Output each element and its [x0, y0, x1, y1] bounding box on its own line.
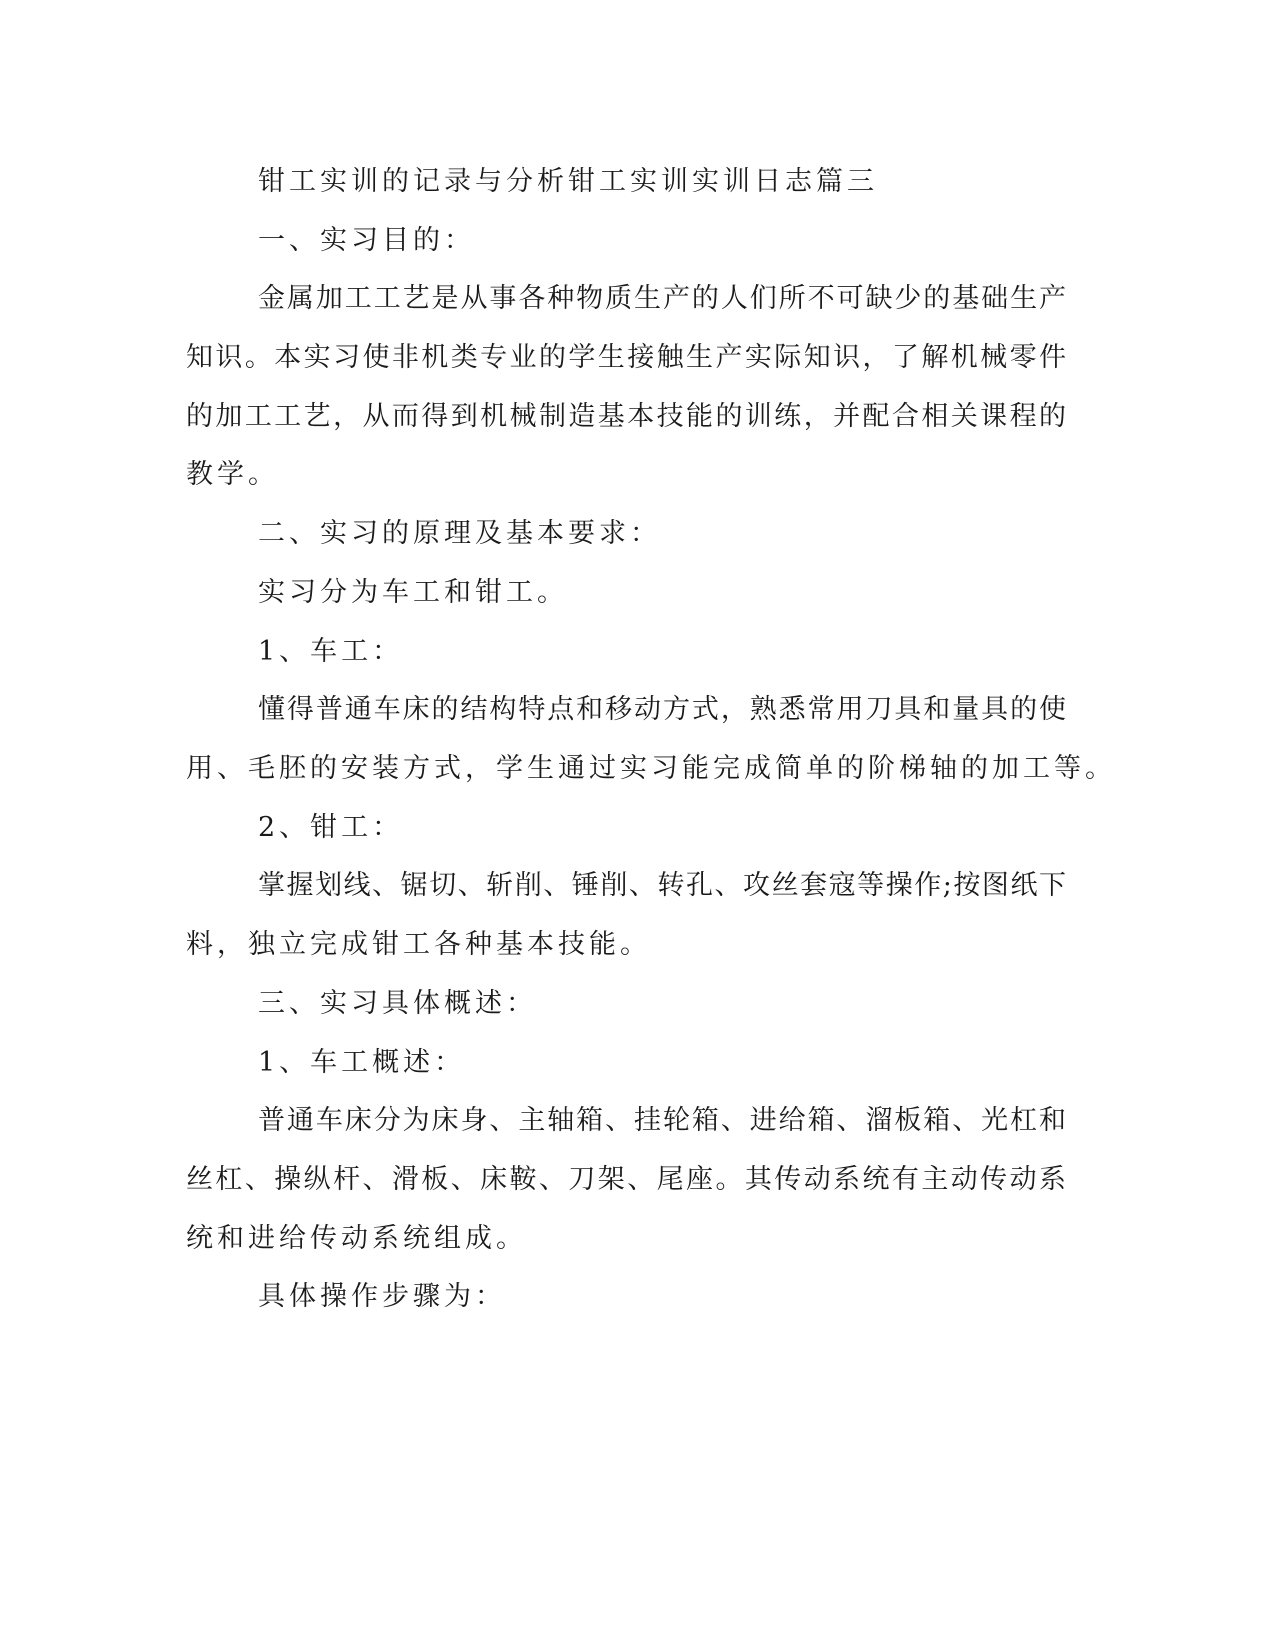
paragraph-line: 知识。本实习使非机类专业的学生接触生产实际知识，了解机械零件 — [186, 342, 1066, 373]
section-heading-overview: 三、实习具体概述： — [258, 988, 537, 1019]
paragraph-line: 金属加工工艺是从事各种物质生产的人们所不可缺少的基础生产 — [258, 283, 1066, 314]
paragraph-line: 普通车床分为床身、主轴箱、挂轮箱、进给箱、溜板箱、光杠和 — [258, 1105, 1066, 1136]
paragraph-line: 的加工工艺，从而得到机械制造基本技能的训练，并配合相关课程的 — [186, 401, 1066, 432]
paragraph-line: 实习分为车工和钳工。 — [258, 577, 568, 608]
subsection-heading-turning: 1、车工： — [258, 636, 404, 667]
subsection-heading-fitter: 2、钳工： — [258, 812, 404, 843]
paragraph-line: 丝杠、操纵杆、滑板、床鞍、刀架、尾座。其传动系统有主动传动系 — [186, 1164, 1066, 1195]
document-title: 钳工实训的记录与分析钳工实训实训日志篇三 — [258, 166, 878, 197]
paragraph-line: 料，独立完成钳工各种基本技能。 — [186, 929, 651, 960]
section-heading-principles: 二、实习的原理及基本要求： — [258, 518, 661, 549]
paragraph-line: 用、毛胚的安装方式，学生通过实习能完成简单的阶梯轴的加工等。 — [186, 753, 1116, 784]
paragraph-line: 统和进给传动系统组成。 — [186, 1223, 527, 1254]
paragraph-line: 掌握划线、锯切、斩削、锤削、转孔、攻丝套寇等操作;按图纸下 — [258, 870, 1066, 901]
subsection-heading-turning-overview: 1、车工概述： — [258, 1047, 466, 1078]
section-heading-purpose: 一、实习目的： — [258, 225, 475, 256]
paragraph-line: 教学。 — [186, 459, 279, 490]
paragraph-line: 具体操作步骤为： — [258, 1281, 506, 1312]
paragraph-line: 懂得普通车床的结构特点和移动方式，熟悉常用刀具和量具的使 — [258, 694, 1066, 725]
